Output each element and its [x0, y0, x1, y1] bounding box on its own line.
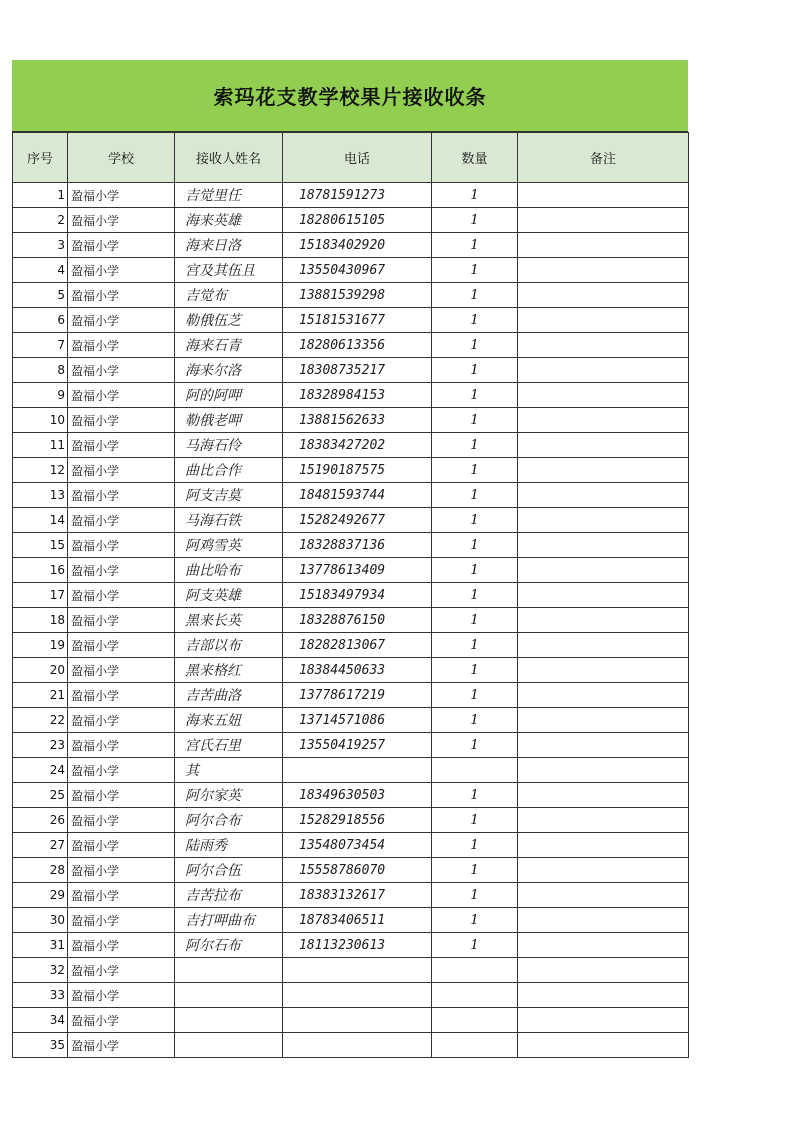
quantity-cell: 1	[432, 358, 518, 383]
header-receiver: 接收人姓名	[175, 133, 283, 183]
school-cell: 盈福小学	[68, 208, 175, 233]
receiver-name-cell: 曲比合作	[175, 458, 283, 483]
phone-cell: 13778617219	[283, 683, 432, 708]
receiver-name-cell: 曲比哈布	[175, 558, 283, 583]
note-cell	[518, 533, 689, 558]
phone-cell: 13714571086	[283, 708, 432, 733]
receiver-name-cell: 阿尔家英	[175, 783, 283, 808]
row-number: 15	[13, 533, 68, 558]
receiver-name-cell	[175, 983, 283, 1008]
phone-cell: 13778613409	[283, 558, 432, 583]
note-cell	[518, 458, 689, 483]
table-row	[13, 658, 689, 683]
quantity-cell: 1	[432, 608, 518, 633]
note-cell	[518, 658, 689, 683]
phone-cell: 18113230613	[283, 933, 432, 958]
quantity-cell	[432, 983, 518, 1008]
table-body	[13, 183, 689, 1058]
phone-cell: 18282813067	[283, 633, 432, 658]
note-cell	[518, 983, 689, 1008]
receiver-name-cell: 海来日洛	[175, 233, 283, 258]
receiver-name-cell	[175, 1033, 283, 1058]
note-cell	[518, 683, 689, 708]
school-cell: 盈福小学	[68, 1008, 175, 1033]
school-cell: 盈福小学	[68, 608, 175, 633]
receiver-name-cell: 马海石铁	[175, 508, 283, 533]
quantity-cell: 1	[432, 258, 518, 283]
receiver-name-cell: 阿的阿呷	[175, 383, 283, 408]
receiver-name-cell: 吉觉布	[175, 283, 283, 308]
receipt-table	[12, 132, 689, 1058]
note-cell	[518, 333, 689, 358]
row-number: 21	[13, 683, 68, 708]
quantity-cell: 1	[432, 733, 518, 758]
note-cell	[518, 783, 689, 808]
school-cell: 盈福小学	[68, 483, 175, 508]
note-cell	[518, 1033, 689, 1058]
table-row	[13, 208, 689, 233]
row-number: 13	[13, 483, 68, 508]
note-cell	[518, 708, 689, 733]
table-row	[13, 933, 689, 958]
note-cell	[518, 958, 689, 983]
quantity-cell	[432, 1033, 518, 1058]
phone-cell	[283, 1033, 432, 1058]
row-number: 29	[13, 883, 68, 908]
receipt-sheet	[12, 60, 688, 1058]
row-number: 5	[13, 283, 68, 308]
phone-cell: 18783406511	[283, 908, 432, 933]
school-cell: 盈福小学	[68, 558, 175, 583]
table-row	[13, 458, 689, 483]
receiver-name-cell: 海来五妞	[175, 708, 283, 733]
quantity-cell: 1	[432, 233, 518, 258]
phone-cell: 15558786070	[283, 858, 432, 883]
school-cell: 盈福小学	[68, 183, 175, 208]
row-number: 25	[13, 783, 68, 808]
note-cell	[518, 508, 689, 533]
receiver-name-cell: 黑来格红	[175, 658, 283, 683]
school-cell: 盈福小学	[68, 333, 175, 358]
receiver-name-cell: 海来尔洛	[175, 358, 283, 383]
school-cell: 盈福小学	[68, 758, 175, 783]
receiver-name-cell: 勒俄伍芝	[175, 308, 283, 333]
table-row	[13, 608, 689, 633]
quantity-cell	[432, 958, 518, 983]
note-cell	[518, 858, 689, 883]
quantity-cell: 1	[432, 308, 518, 333]
school-cell: 盈福小学	[68, 958, 175, 983]
phone-cell: 18280613356	[283, 333, 432, 358]
row-number: 14	[13, 508, 68, 533]
phone-cell: 18280615105	[283, 208, 432, 233]
table-row	[13, 308, 689, 333]
note-cell	[518, 208, 689, 233]
row-number: 16	[13, 558, 68, 583]
note-cell	[518, 433, 689, 458]
receiver-name-cell	[175, 958, 283, 983]
phone-cell: 18384450633	[283, 658, 432, 683]
school-cell: 盈福小学	[68, 683, 175, 708]
table-row	[13, 708, 689, 733]
note-cell	[518, 883, 689, 908]
row-number: 30	[13, 908, 68, 933]
row-number: 19	[13, 633, 68, 658]
school-cell: 盈福小学	[68, 233, 175, 258]
receiver-name-cell: 吉打呷曲布	[175, 908, 283, 933]
receiver-name-cell: 吉苦拉布	[175, 883, 283, 908]
row-number: 31	[13, 933, 68, 958]
note-cell	[518, 633, 689, 658]
row-number: 9	[13, 383, 68, 408]
phone-cell: 18349630503	[283, 783, 432, 808]
row-number: 23	[13, 733, 68, 758]
receiver-name-cell: 阿支吉莫	[175, 483, 283, 508]
quantity-cell: 1	[432, 783, 518, 808]
table-row	[13, 983, 689, 1008]
phone-cell	[283, 983, 432, 1008]
note-cell	[518, 733, 689, 758]
phone-cell: 15282492677	[283, 508, 432, 533]
receiver-name-cell: 海来英雄	[175, 208, 283, 233]
receiver-name-cell: 吉觉里任	[175, 183, 283, 208]
school-cell: 盈福小学	[68, 883, 175, 908]
header-row	[13, 133, 689, 183]
quantity-cell: 1	[432, 633, 518, 658]
note-cell	[518, 933, 689, 958]
phone-cell: 13881539298	[283, 283, 432, 308]
school-cell: 盈福小学	[68, 408, 175, 433]
table-row	[13, 483, 689, 508]
school-cell: 盈福小学	[68, 283, 175, 308]
receiver-name-cell: 阿鸡雪英	[175, 533, 283, 558]
row-number: 33	[13, 983, 68, 1008]
quantity-cell	[432, 1008, 518, 1033]
receiver-name-cell: 勒俄老呷	[175, 408, 283, 433]
school-cell: 盈福小学	[68, 833, 175, 858]
school-cell: 盈福小学	[68, 858, 175, 883]
row-number: 7	[13, 333, 68, 358]
table-row	[13, 408, 689, 433]
receiver-name-cell: 阿尔石布	[175, 933, 283, 958]
quantity-cell	[432, 758, 518, 783]
row-number: 6	[13, 308, 68, 333]
school-cell: 盈福小学	[68, 458, 175, 483]
table-row	[13, 233, 689, 258]
quantity-cell: 1	[432, 333, 518, 358]
note-cell	[518, 383, 689, 408]
row-number: 28	[13, 858, 68, 883]
table-row	[13, 1033, 689, 1058]
note-cell	[518, 908, 689, 933]
table-row	[13, 358, 689, 383]
quantity-cell: 1	[432, 908, 518, 933]
phone-cell: 15183497934	[283, 583, 432, 608]
receiver-name-cell	[175, 1008, 283, 1033]
note-cell	[518, 608, 689, 633]
table-row	[13, 333, 689, 358]
quantity-cell: 1	[432, 883, 518, 908]
receiver-name-cell: 陆雨秀	[175, 833, 283, 858]
row-number: 24	[13, 758, 68, 783]
phone-cell: 18383427202	[283, 433, 432, 458]
receiver-name-cell: 阿尔合伍	[175, 858, 283, 883]
phone-cell: 13550430967	[283, 258, 432, 283]
phone-cell: 15190187575	[283, 458, 432, 483]
school-cell: 盈福小学	[68, 433, 175, 458]
note-cell	[518, 808, 689, 833]
table-row	[13, 683, 689, 708]
header-no: 序号	[13, 133, 68, 183]
table-row	[13, 808, 689, 833]
quantity-cell: 1	[432, 433, 518, 458]
table-row	[13, 883, 689, 908]
note-cell	[518, 583, 689, 608]
table-row	[13, 583, 689, 608]
note-cell	[518, 1008, 689, 1033]
school-cell: 盈福小学	[68, 583, 175, 608]
note-cell	[518, 358, 689, 383]
receiver-name-cell: 宫及其伍且	[175, 258, 283, 283]
quantity-cell: 1	[432, 508, 518, 533]
quantity-cell: 1	[432, 583, 518, 608]
table-row	[13, 783, 689, 808]
row-number: 35	[13, 1033, 68, 1058]
school-cell: 盈福小学	[68, 533, 175, 558]
table-row	[13, 283, 689, 308]
quantity-cell: 1	[432, 208, 518, 233]
school-cell: 盈福小学	[68, 508, 175, 533]
receiver-name-cell: 吉苦曲洛	[175, 683, 283, 708]
phone-cell: 18481593744	[283, 483, 432, 508]
receiver-name-cell: 阿尔合布	[175, 808, 283, 833]
row-number: 3	[13, 233, 68, 258]
quantity-cell: 1	[432, 858, 518, 883]
quantity-cell: 1	[432, 458, 518, 483]
table-row	[13, 558, 689, 583]
school-cell: 盈福小学	[68, 808, 175, 833]
row-number: 32	[13, 958, 68, 983]
row-number: 12	[13, 458, 68, 483]
quantity-cell: 1	[432, 283, 518, 308]
quantity-cell: 1	[432, 483, 518, 508]
school-cell: 盈福小学	[68, 1033, 175, 1058]
note-cell	[518, 308, 689, 333]
table-row	[13, 183, 689, 208]
table-row	[13, 533, 689, 558]
row-number: 1	[13, 183, 68, 208]
row-number: 27	[13, 833, 68, 858]
receiver-name-cell: 马海石伶	[175, 433, 283, 458]
school-cell: 盈福小学	[68, 308, 175, 333]
phone-cell: 13548073454	[283, 833, 432, 858]
phone-cell: 18383132617	[283, 883, 432, 908]
table-row	[13, 383, 689, 408]
phone-cell: 18328984153	[283, 383, 432, 408]
header-qty: 数量	[432, 133, 518, 183]
row-number: 18	[13, 608, 68, 633]
quantity-cell: 1	[432, 383, 518, 408]
row-number: 20	[13, 658, 68, 683]
phone-cell: 18781591273	[283, 183, 432, 208]
phone-cell	[283, 1008, 432, 1033]
receiver-name-cell: 其	[175, 758, 283, 783]
row-number: 2	[13, 208, 68, 233]
table-row	[13, 733, 689, 758]
quantity-cell: 1	[432, 808, 518, 833]
header-school: 学校	[68, 133, 175, 183]
note-cell	[518, 233, 689, 258]
school-cell: 盈福小学	[68, 733, 175, 758]
quantity-cell: 1	[432, 708, 518, 733]
school-cell: 盈福小学	[68, 383, 175, 408]
phone-cell: 15183402920	[283, 233, 432, 258]
school-cell: 盈福小学	[68, 983, 175, 1008]
quantity-cell: 1	[432, 833, 518, 858]
note-cell	[518, 833, 689, 858]
document-title: 索玛花支教学校果片接收收条	[12, 60, 688, 132]
phone-cell: 18328876150	[283, 608, 432, 633]
row-number: 8	[13, 358, 68, 383]
receiver-name-cell: 吉部以布	[175, 633, 283, 658]
phone-cell: 18328837136	[283, 533, 432, 558]
table-row	[13, 758, 689, 783]
receiver-name-cell: 海来石青	[175, 333, 283, 358]
school-cell: 盈福小学	[68, 933, 175, 958]
note-cell	[518, 258, 689, 283]
header-phone: 电话	[283, 133, 432, 183]
phone-cell: 13550419257	[283, 733, 432, 758]
note-cell	[518, 283, 689, 308]
row-number: 11	[13, 433, 68, 458]
phone-cell: 13881562633	[283, 408, 432, 433]
receiver-name-cell: 黑来长英	[175, 608, 283, 633]
receiver-name-cell: 阿支英雄	[175, 583, 283, 608]
quantity-cell: 1	[432, 658, 518, 683]
row-number: 17	[13, 583, 68, 608]
table-row	[13, 433, 689, 458]
quantity-cell: 1	[432, 533, 518, 558]
school-cell: 盈福小学	[68, 658, 175, 683]
phone-cell: 18308735217	[283, 358, 432, 383]
quantity-cell: 1	[432, 683, 518, 708]
row-number: 4	[13, 258, 68, 283]
quantity-cell: 1	[432, 183, 518, 208]
school-cell: 盈福小学	[68, 258, 175, 283]
table-row	[13, 858, 689, 883]
table-row	[13, 833, 689, 858]
school-cell: 盈福小学	[68, 783, 175, 808]
phone-cell	[283, 958, 432, 983]
row-number: 22	[13, 708, 68, 733]
table-row	[13, 1008, 689, 1033]
table-row	[13, 258, 689, 283]
phone-cell	[283, 758, 432, 783]
note-cell	[518, 183, 689, 208]
table-row	[13, 908, 689, 933]
header-note: 备注	[518, 133, 689, 183]
phone-cell: 15282918556	[283, 808, 432, 833]
school-cell: 盈福小学	[68, 358, 175, 383]
note-cell	[518, 483, 689, 508]
row-number: 34	[13, 1008, 68, 1033]
row-number: 26	[13, 808, 68, 833]
table-row	[13, 633, 689, 658]
note-cell	[518, 558, 689, 583]
row-number: 10	[13, 408, 68, 433]
note-cell	[518, 758, 689, 783]
table-row	[13, 958, 689, 983]
phone-cell: 15181531677	[283, 308, 432, 333]
note-cell	[518, 408, 689, 433]
quantity-cell: 1	[432, 408, 518, 433]
school-cell: 盈福小学	[68, 633, 175, 658]
table-row	[13, 508, 689, 533]
receiver-name-cell: 宫氏石里	[175, 733, 283, 758]
quantity-cell: 1	[432, 933, 518, 958]
quantity-cell: 1	[432, 558, 518, 583]
school-cell: 盈福小学	[68, 708, 175, 733]
school-cell: 盈福小学	[68, 908, 175, 933]
